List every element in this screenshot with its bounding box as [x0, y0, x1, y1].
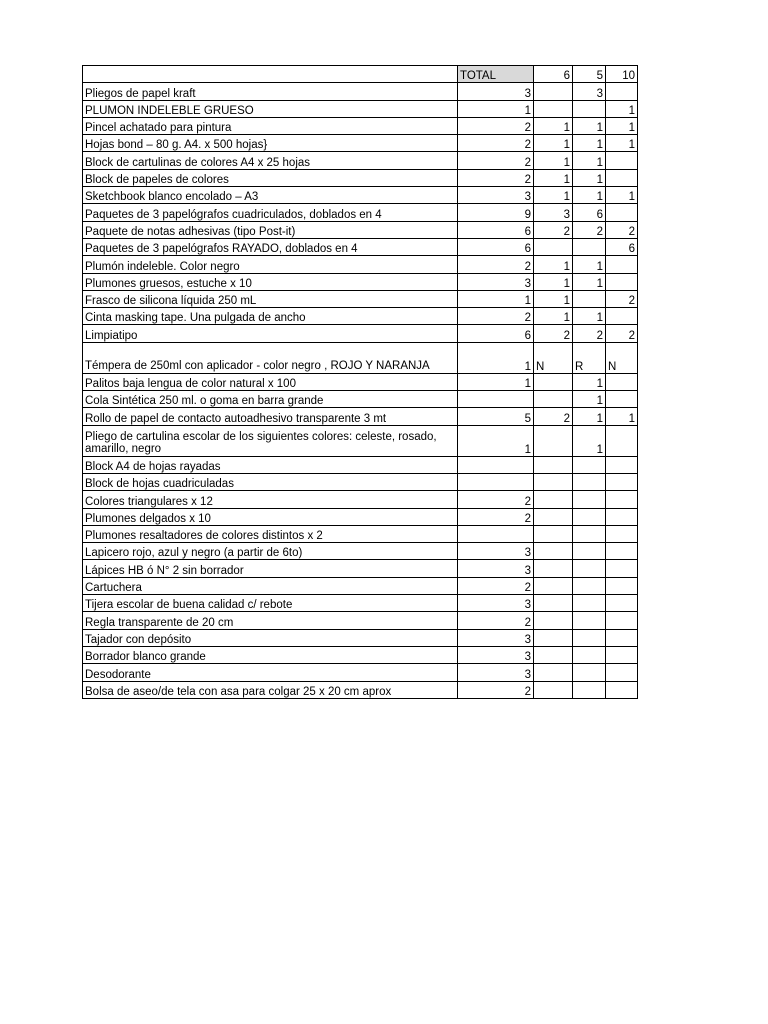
grade-5-cell[interactable]: 1: [573, 391, 606, 408]
grade-6-cell[interactable]: [534, 560, 573, 577]
grade-6-cell[interactable]: 2: [534, 221, 573, 238]
grade-10-cell[interactable]: [606, 560, 638, 577]
table-row: [83, 681, 638, 698]
item-cell[interactable]: Block de papeles de colores: [83, 169, 458, 186]
table-row: [83, 290, 638, 307]
grade-5-cell[interactable]: [573, 491, 606, 508]
grade-6-cell[interactable]: [534, 100, 573, 117]
total-cell[interactable]: 3: [458, 560, 534, 577]
grade-6-cell[interactable]: 1: [534, 187, 573, 204]
item-cell[interactable]: Borrador blanco grande: [83, 646, 458, 663]
grade-10-cell[interactable]: [606, 425, 638, 456]
grade-6-cell[interactable]: 1: [534, 152, 573, 169]
table-row: [83, 408, 638, 425]
table-row: [83, 187, 638, 204]
item-cell[interactable]: Sketchbook blanco encolado – A3: [83, 187, 458, 204]
grade-5-cell[interactable]: 1: [573, 408, 606, 425]
grade-10-cell[interactable]: [606, 273, 638, 290]
grade-5-cell[interactable]: [573, 577, 606, 594]
grade-10-cell[interactable]: [606, 629, 638, 646]
item-cell[interactable]: PLUMON INDELEBLE GRUESO: [83, 100, 458, 117]
grade-6-cell[interactable]: 1: [534, 308, 573, 325]
grade-6-cell[interactable]: [534, 83, 573, 100]
grade-6-cell[interactable]: [534, 425, 573, 456]
table-row: [83, 325, 638, 342]
item-cell[interactable]: Limpiatipo: [83, 325, 458, 342]
grade-10-cell[interactable]: [606, 473, 638, 490]
header-item-cell[interactable]: [83, 66, 458, 83]
grade-5-cell[interactable]: [573, 543, 606, 560]
grade-6-cell[interactable]: 1: [534, 117, 573, 134]
grade-10-cell[interactable]: [606, 508, 638, 525]
grade-5-cell[interactable]: [573, 595, 606, 612]
grade-6-cell[interactable]: [534, 508, 573, 525]
grade-10-cell[interactable]: 1: [606, 187, 638, 204]
item-cell[interactable]: Hojas bond – 80 g. A4. x 500 hojas}: [83, 135, 458, 152]
grade-10-cell[interactable]: [606, 543, 638, 560]
grade-5-cell[interactable]: [573, 646, 606, 663]
grade-5-cell[interactable]: [573, 629, 606, 646]
header-row: [83, 66, 638, 83]
grade-10-cell[interactable]: 2: [606, 290, 638, 307]
grade-10-cell[interactable]: [606, 373, 638, 390]
total-cell[interactable]: 3: [458, 646, 534, 663]
total-cell[interactable]: 2: [458, 508, 534, 525]
grade-10-cell[interactable]: [606, 681, 638, 698]
table-row: [83, 83, 638, 100]
grade-6-cell[interactable]: [534, 577, 573, 594]
grade-10-cell[interactable]: N: [606, 342, 638, 373]
header-total-cell[interactable]: TOTAL: [458, 66, 534, 83]
total-cell[interactable]: 5: [458, 408, 534, 425]
grade-6-cell[interactable]: [534, 525, 573, 542]
grade-6-cell[interactable]: 1: [534, 169, 573, 186]
grade-5-cell[interactable]: [573, 612, 606, 629]
grade-10-cell[interactable]: [606, 595, 638, 612]
total-cell[interactable]: 1: [458, 290, 534, 307]
grade-5-cell[interactable]: R: [573, 342, 606, 373]
item-cell[interactable]: Block de hojas cuadriculadas: [83, 473, 458, 490]
total-cell[interactable]: 3: [458, 595, 534, 612]
grade-5-cell[interactable]: 1: [573, 135, 606, 152]
table-row: [83, 543, 638, 560]
grade-10-cell[interactable]: [606, 83, 638, 100]
table-row: [83, 256, 638, 273]
total-cell[interactable]: 2: [458, 308, 534, 325]
total-cell[interactable]: 1: [458, 100, 534, 117]
total-cell[interactable]: 2: [458, 117, 534, 134]
supply-list-table: [82, 65, 638, 699]
grade-6-cell[interactable]: [534, 612, 573, 629]
grade-10-cell[interactable]: [606, 169, 638, 186]
grade-5-cell[interactable]: [573, 290, 606, 307]
total-cell[interactable]: 3: [458, 543, 534, 560]
table-row: [83, 221, 638, 238]
grade-6-cell[interactable]: 2: [534, 408, 573, 425]
grade-10-cell[interactable]: [606, 664, 638, 681]
table-row: [83, 152, 638, 169]
table-row: [83, 100, 638, 117]
item-cell[interactable]: Lapicero rojo, azul y negro (a partir de 6to): [83, 543, 458, 560]
table-row: [83, 525, 638, 542]
header-grade-5-cell[interactable]: 5: [573, 66, 606, 83]
grade-10-cell[interactable]: [606, 525, 638, 542]
grade-10-cell[interactable]: 1: [606, 117, 638, 134]
grade-10-cell[interactable]: 2: [606, 221, 638, 238]
grade-5-cell[interactable]: 1: [573, 425, 606, 456]
grade-5-cell[interactable]: [573, 508, 606, 525]
grade-6-cell[interactable]: [534, 646, 573, 663]
total-cell[interactable]: 3: [458, 273, 534, 290]
table-row: [83, 629, 638, 646]
grade-6-cell[interactable]: 1: [534, 273, 573, 290]
grade-6-cell[interactable]: [534, 595, 573, 612]
total-cell[interactable]: 2: [458, 612, 534, 629]
grade-6-cell[interactable]: N: [534, 342, 573, 373]
grade-10-cell[interactable]: [606, 256, 638, 273]
grade-10-cell[interactable]: [606, 491, 638, 508]
grade-6-cell[interactable]: 3: [534, 204, 573, 221]
grade-5-cell[interactable]: 1: [573, 187, 606, 204]
item-cell[interactable]: Lápices HB ó N° 2 sin borrador: [83, 560, 458, 577]
grade-10-cell[interactable]: 2: [606, 325, 638, 342]
item-cell[interactable]: Tajador con depósito: [83, 629, 458, 646]
table-row: [83, 456, 638, 473]
item-cell[interactable]: Block A4 de hojas rayadas: [83, 456, 458, 473]
total-cell[interactable]: 2: [458, 152, 534, 169]
item-cell[interactable]: Pliegos de papel kraft: [83, 83, 458, 100]
grade-6-cell[interactable]: 1: [534, 256, 573, 273]
grade-5-cell[interactable]: [573, 525, 606, 542]
total-cell[interactable]: 2: [458, 256, 534, 273]
grade-6-cell[interactable]: [534, 373, 573, 390]
total-cell[interactable]: 1: [458, 342, 534, 373]
item-cell[interactable]: Tijera escolar de buena calidad c/ rebote: [83, 595, 458, 612]
total-cell[interactable]: 3: [458, 629, 534, 646]
grade-10-cell[interactable]: [606, 612, 638, 629]
total-cell[interactable]: 2: [458, 681, 534, 698]
total-cell[interactable]: 3: [458, 83, 534, 100]
grade-6-cell[interactable]: [534, 629, 573, 646]
total-cell[interactable]: 1: [458, 373, 534, 390]
item-cell[interactable]: Cinta masking tape. Una pulgada de ancho: [83, 308, 458, 325]
grade-6-cell[interactable]: [534, 681, 573, 698]
table-row: [83, 425, 638, 456]
grade-6-cell[interactable]: [534, 491, 573, 508]
grade-5-cell[interactable]: 1: [573, 373, 606, 390]
header-grade-6-cell[interactable]: 6: [534, 66, 573, 83]
table-row: [83, 491, 638, 508]
item-cell[interactable]: Paquete de notas adhesivas (tipo Post-it): [83, 221, 458, 238]
item-cell[interactable]: Paquetes de 3 papelógrafos cuadriculados, doblados en 4: [83, 204, 458, 221]
grade-5-cell[interactable]: [573, 560, 606, 577]
table-row: [83, 473, 638, 490]
total-cell[interactable]: 2: [458, 169, 534, 186]
table-row: [83, 595, 638, 612]
table-row: [83, 646, 638, 663]
total-cell[interactable]: [458, 391, 534, 408]
table-row: [83, 560, 638, 577]
grade-5-cell[interactable]: 1: [573, 308, 606, 325]
table-row: [83, 373, 638, 390]
total-cell[interactable]: [458, 525, 534, 542]
total-cell[interactable]: 2: [458, 577, 534, 594]
item-cell[interactable]: Pincel achatado para pintura: [83, 117, 458, 134]
grade-10-cell[interactable]: 6: [606, 238, 638, 255]
grade-6-cell[interactable]: [534, 456, 573, 473]
grade-5-cell[interactable]: 1: [573, 169, 606, 186]
item-cell[interactable]: Cola Sintética 250 ml. o goma en barra grande: [83, 391, 458, 408]
grade-10-cell[interactable]: [606, 308, 638, 325]
table-row: [83, 664, 638, 681]
grade-10-cell[interactable]: [606, 456, 638, 473]
grade-5-cell[interactable]: 2: [573, 325, 606, 342]
item-cell[interactable]: Bolsa de aseo/de tela con asa para colgar 25 x 20 cm aprox: [83, 681, 458, 698]
total-cell[interactable]: 3: [458, 187, 534, 204]
grade-6-cell[interactable]: [534, 238, 573, 255]
table-row: [83, 238, 638, 255]
item-cell[interactable]: Regla transparente de 20 cm: [83, 612, 458, 629]
grade-5-cell[interactable]: [573, 456, 606, 473]
grade-5-cell[interactable]: [573, 664, 606, 681]
grade-10-cell[interactable]: [606, 646, 638, 663]
item-cell[interactable]: Plumón indeleble. Color negro: [83, 256, 458, 273]
grade-6-cell[interactable]: 2: [534, 325, 573, 342]
grade-10-cell[interactable]: [606, 152, 638, 169]
table-row: [83, 204, 638, 221]
table-row: [83, 612, 638, 629]
table-row: [83, 117, 638, 134]
total-cell[interactable]: 2: [458, 135, 534, 152]
item-cell[interactable]: Palitos baja lengua de color natural x 100: [83, 373, 458, 390]
grade-5-cell[interactable]: [573, 238, 606, 255]
grade-6-cell[interactable]: [534, 664, 573, 681]
item-cell[interactable]: Frasco de silicona líquida 250 mL: [83, 290, 458, 307]
grade-10-cell[interactable]: 1: [606, 408, 638, 425]
item-cell[interactable]: Colores triangulares x 12: [83, 491, 458, 508]
total-cell[interactable]: 6: [458, 238, 534, 255]
grade-10-cell[interactable]: 1: [606, 135, 638, 152]
table-row: [83, 508, 638, 525]
grade-5-cell[interactable]: [573, 681, 606, 698]
grade-10-cell[interactable]: 1: [606, 100, 638, 117]
total-cell[interactable]: 6: [458, 221, 534, 238]
table-row: [83, 391, 638, 408]
item-cell[interactable]: Cartuchera: [83, 577, 458, 594]
grade-6-cell[interactable]: [534, 473, 573, 490]
grade-5-cell[interactable]: 1: [573, 256, 606, 273]
item-cell[interactable]: Pliego de cartulina escolar de los siguientes colores: celeste, rosado, amarillo, negro: [83, 425, 458, 456]
table-row: [83, 273, 638, 290]
item-cell[interactable]: Block de cartulinas de colores A4 x 25 hojas: [83, 152, 458, 169]
total-cell[interactable]: 2: [458, 491, 534, 508]
grade-5-cell[interactable]: 2: [573, 221, 606, 238]
grade-5-cell[interactable]: [573, 100, 606, 117]
header-grade-10-cell[interactable]: 10: [606, 66, 638, 83]
grade-5-cell[interactable]: 1: [573, 273, 606, 290]
grade-10-cell[interactable]: [606, 391, 638, 408]
table-row: [83, 577, 638, 594]
item-cell[interactable]: Paquetes de 3 papelógrafos RAYADO, doblados en 4: [83, 238, 458, 255]
grade-10-cell[interactable]: [606, 204, 638, 221]
grade-5-cell[interactable]: 1: [573, 152, 606, 169]
item-cell[interactable]: Rollo de papel de contacto autoadhesivo transparente 3 mt: [83, 408, 458, 425]
item-cell[interactable]: Plumones resaltadores de colores distintos x 2: [83, 525, 458, 542]
total-cell[interactable]: [458, 473, 534, 490]
total-cell[interactable]: 1: [458, 425, 534, 456]
total-cell[interactable]: 6: [458, 325, 534, 342]
item-cell[interactable]: Plumones delgados x 10: [83, 508, 458, 525]
total-cell[interactable]: 3: [458, 664, 534, 681]
item-cell[interactable]: Desodorante: [83, 664, 458, 681]
grade-6-cell[interactable]: 1: [534, 135, 573, 152]
grade-6-cell[interactable]: [534, 543, 573, 560]
table-row: [83, 169, 638, 186]
item-cell[interactable]: Plumones gruesos, estuche x 10: [83, 273, 458, 290]
table-body: [83, 66, 638, 699]
grade-5-cell[interactable]: 1: [573, 117, 606, 134]
grade-5-cell[interactable]: 6: [573, 204, 606, 221]
grade-10-cell[interactable]: [606, 577, 638, 594]
grade-6-cell[interactable]: 1: [534, 290, 573, 307]
table-row: [83, 308, 638, 325]
total-cell[interactable]: [458, 456, 534, 473]
total-cell[interactable]: 9: [458, 204, 534, 221]
grade-5-cell[interactable]: [573, 473, 606, 490]
grade-5-cell[interactable]: 3: [573, 83, 606, 100]
grade-6-cell[interactable]: [534, 391, 573, 408]
item-cell[interactable]: Témpera de 250ml con aplicador - color negro , ROJO Y NARANJA: [83, 342, 458, 373]
table-row: [83, 342, 638, 373]
table-row: [83, 135, 638, 152]
